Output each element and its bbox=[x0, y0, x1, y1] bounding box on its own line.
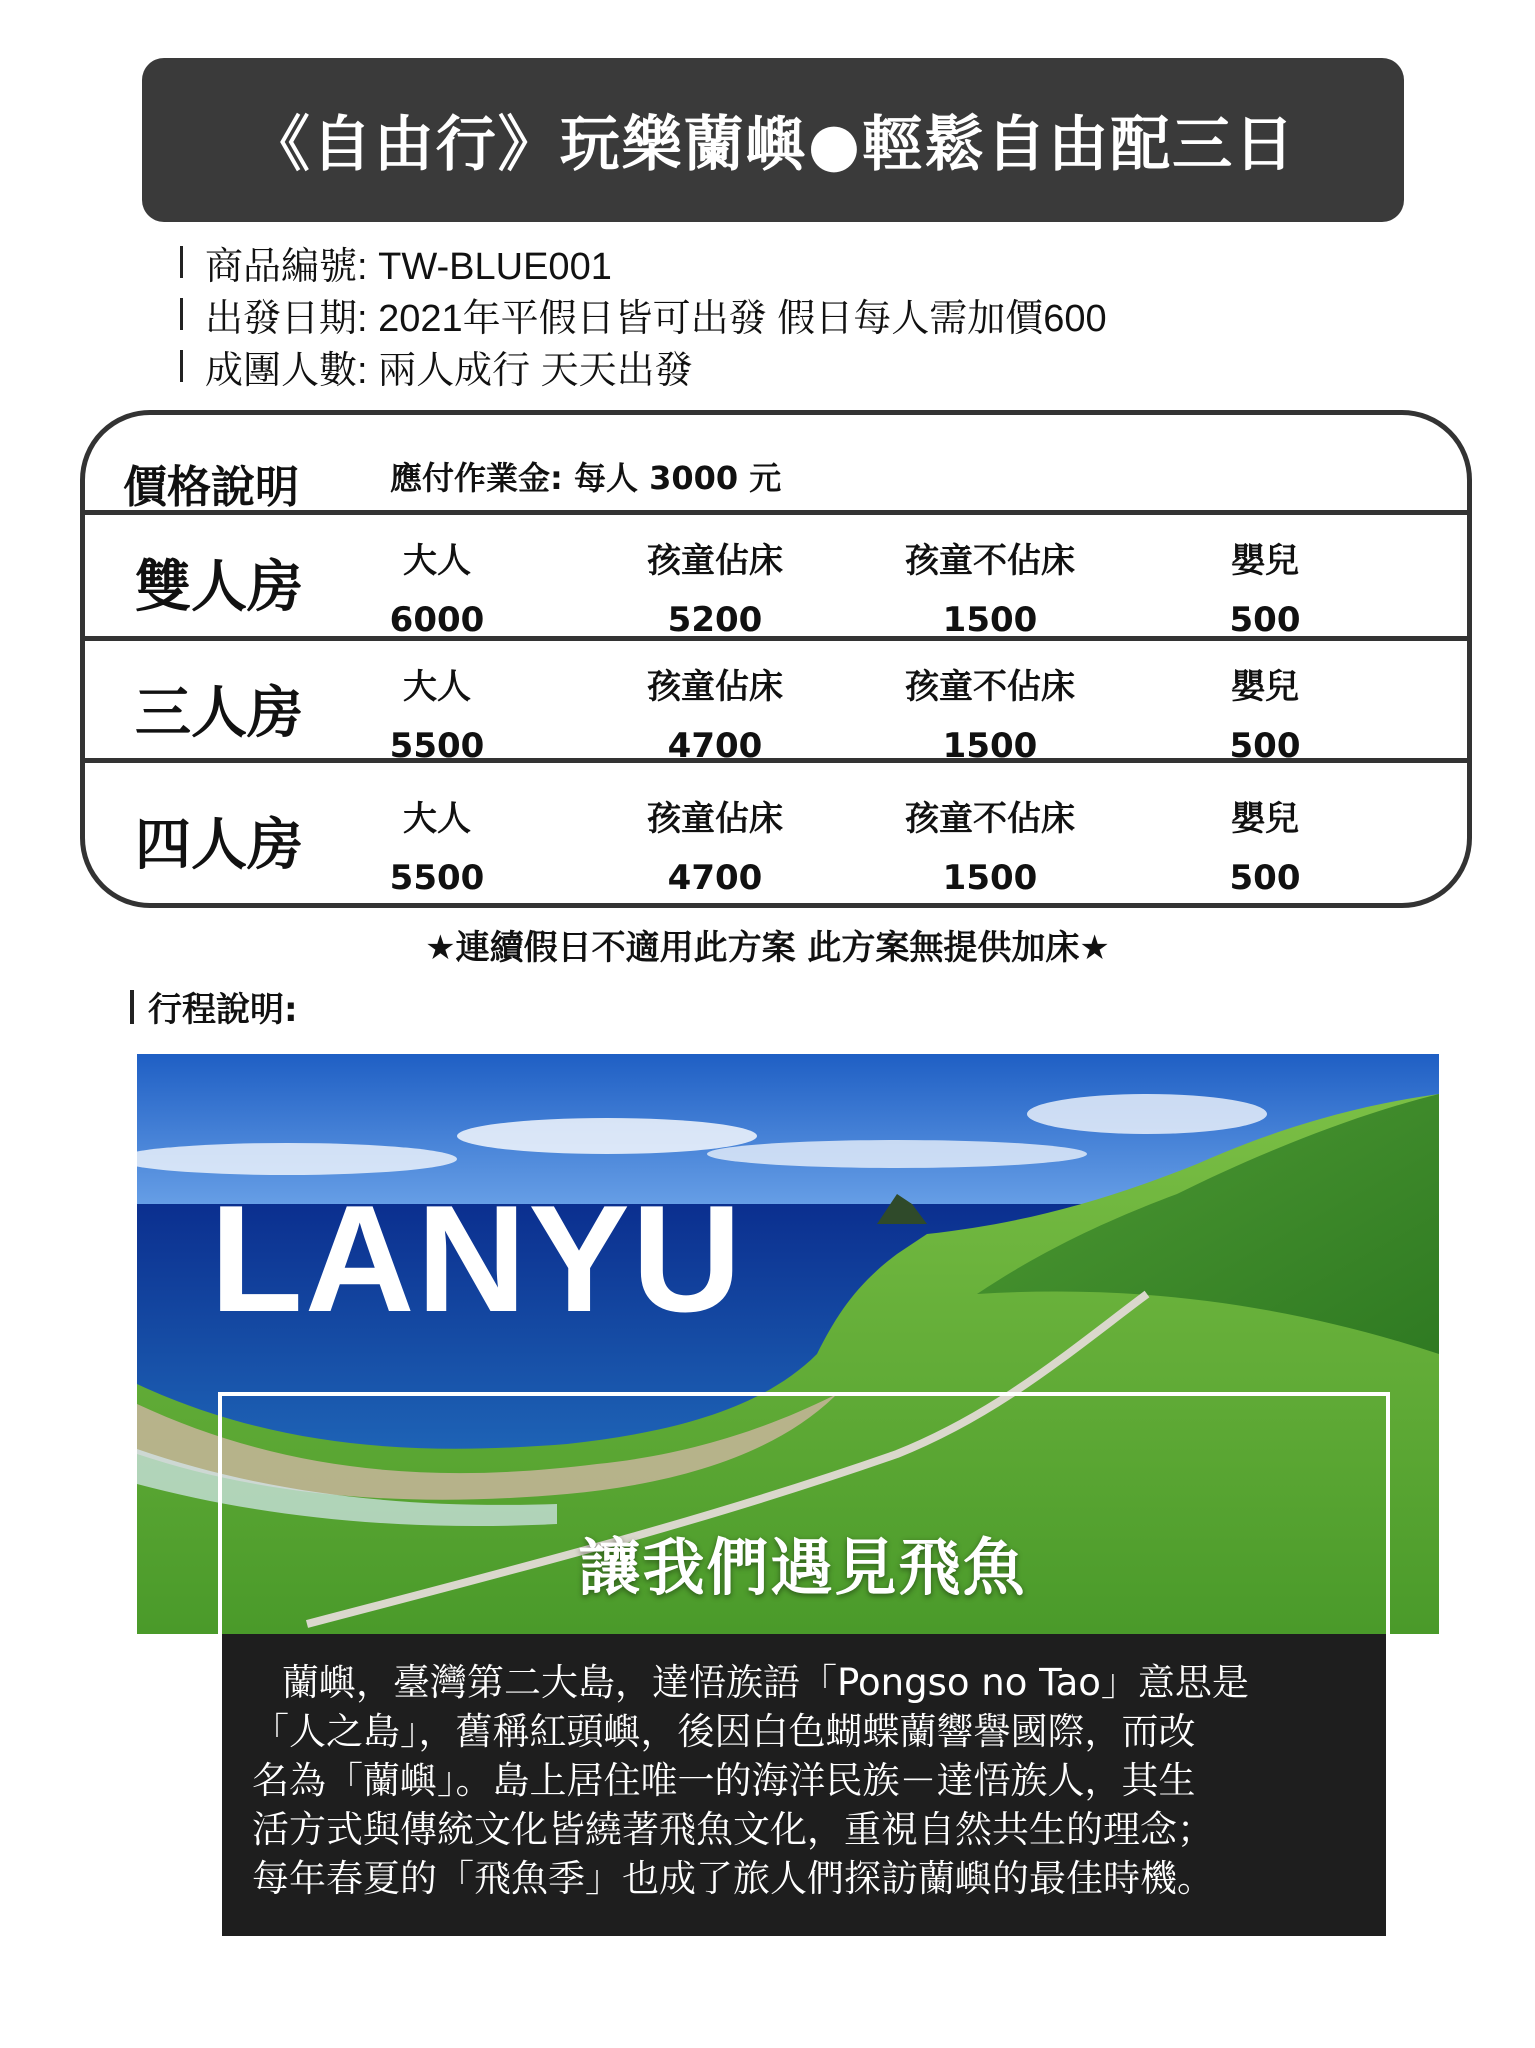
deposit-note: 應付作業金: 每人 3000 元 bbox=[390, 459, 782, 497]
divider-bar bbox=[130, 990, 134, 1024]
room-name: 三人房 bbox=[135, 681, 303, 746]
description-line: 「人之島」，舊稱紅頭嶼，後因白色蝴蝶蘭響譽國際，而改 bbox=[252, 1710, 1196, 1753]
price-label: 孩童不佔床 bbox=[905, 799, 1075, 839]
divider-bar bbox=[180, 246, 183, 278]
price-label: 嬰兒 bbox=[1231, 799, 1299, 839]
price-cell-child-bed bbox=[595, 659, 835, 766]
title-banner bbox=[142, 58, 1404, 222]
price-label: 嬰兒 bbox=[1231, 541, 1299, 581]
itinerary-heading bbox=[130, 982, 298, 1031]
banner-slogan: 讓我們遇見飛魚 bbox=[578, 1531, 1027, 1604]
price-value: 6000 bbox=[389, 600, 485, 640]
price-label: 大人 bbox=[403, 667, 471, 707]
price-value: 500 bbox=[1229, 858, 1301, 898]
price-cell-infant bbox=[1145, 659, 1385, 766]
price-label: 孩童佔床 bbox=[647, 799, 783, 839]
price-cell-infant bbox=[1145, 533, 1385, 640]
itinerary-heading-text: 行程說明: bbox=[148, 990, 298, 1030]
price-label: 嬰兒 bbox=[1231, 667, 1299, 707]
price-value: 1500 bbox=[942, 726, 1038, 766]
price-label: 孩童佔床 bbox=[647, 541, 783, 581]
price-cell-adult bbox=[317, 533, 557, 640]
group-size-text: 成團人數: 兩人成行 天天出發 bbox=[205, 349, 693, 392]
price-table bbox=[80, 410, 1472, 908]
room-name: 雙人房 bbox=[135, 555, 303, 620]
divider-bar bbox=[180, 298, 183, 330]
price-cell-child-no-bed bbox=[870, 533, 1110, 640]
price-table-header bbox=[85, 415, 1467, 515]
price-cell-infant bbox=[1145, 791, 1385, 898]
info-product-code bbox=[180, 236, 1107, 288]
price-cell-child-no-bed bbox=[870, 659, 1110, 766]
product-info bbox=[180, 236, 1107, 392]
price-value: 4700 bbox=[667, 726, 763, 766]
description-line: 名為「蘭嶼」。島上居住唯一的海洋民族－達悟族人，其生 bbox=[252, 1759, 1196, 1802]
price-value: 4700 bbox=[667, 858, 763, 898]
price-value: 5500 bbox=[389, 726, 485, 766]
notice-text: ★連續假日不適用此方案 此方案無提供加床★ bbox=[425, 928, 1110, 968]
price-cell-adult bbox=[317, 659, 557, 766]
price-value: 1500 bbox=[942, 600, 1038, 640]
price-label: 大人 bbox=[403, 799, 471, 839]
product-code-text: 商品編號: TW-BLUE001 bbox=[205, 245, 612, 288]
price-value: 1500 bbox=[942, 858, 1038, 898]
description-line: 蘭嶼，臺灣第二大島，達悟族語「Pongso no Tao」意思是 bbox=[282, 1661, 1249, 1704]
price-label: 大人 bbox=[403, 541, 471, 581]
price-cell-child-no-bed bbox=[870, 791, 1110, 898]
description-box bbox=[222, 1634, 1386, 1936]
room-row-triple bbox=[85, 641, 1467, 766]
price-value: 500 bbox=[1229, 600, 1301, 640]
price-label: 孩童不佔床 bbox=[905, 667, 1075, 707]
price-value: 5200 bbox=[667, 600, 763, 640]
price-cell-child-bed bbox=[595, 791, 835, 898]
page-title: 《自由行》玩樂蘭嶼●輕鬆自由配三日 bbox=[249, 110, 1297, 180]
price-value: 5500 bbox=[389, 858, 485, 898]
room-row-double bbox=[85, 515, 1467, 641]
price-heading: 價格說明 bbox=[123, 462, 299, 513]
divider-bar bbox=[180, 350, 183, 382]
departure-text: 出發日期: 2021年平假日皆可出發 假日每人需加價600 bbox=[205, 297, 1107, 340]
room-row-quad bbox=[85, 763, 1467, 903]
price-cell-adult bbox=[317, 791, 557, 898]
price-value: 500 bbox=[1229, 726, 1301, 766]
price-cell-child-bed bbox=[595, 533, 835, 640]
info-departure bbox=[180, 288, 1107, 340]
price-label: 孩童佔床 bbox=[647, 667, 783, 707]
banner-title: LANYU bbox=[210, 1174, 744, 1344]
description-line: 每年春夏的「飛魚季」也成了旅人們探訪蘭嶼的最佳時機。 bbox=[252, 1857, 1214, 1900]
info-group-size bbox=[180, 340, 1107, 392]
room-name: 四人房 bbox=[135, 813, 303, 878]
description-line: 活方式與傳統文化皆繞著飛魚文化，重視自然共生的理念； bbox=[252, 1808, 1214, 1851]
price-label: 孩童不佔床 bbox=[905, 541, 1075, 581]
